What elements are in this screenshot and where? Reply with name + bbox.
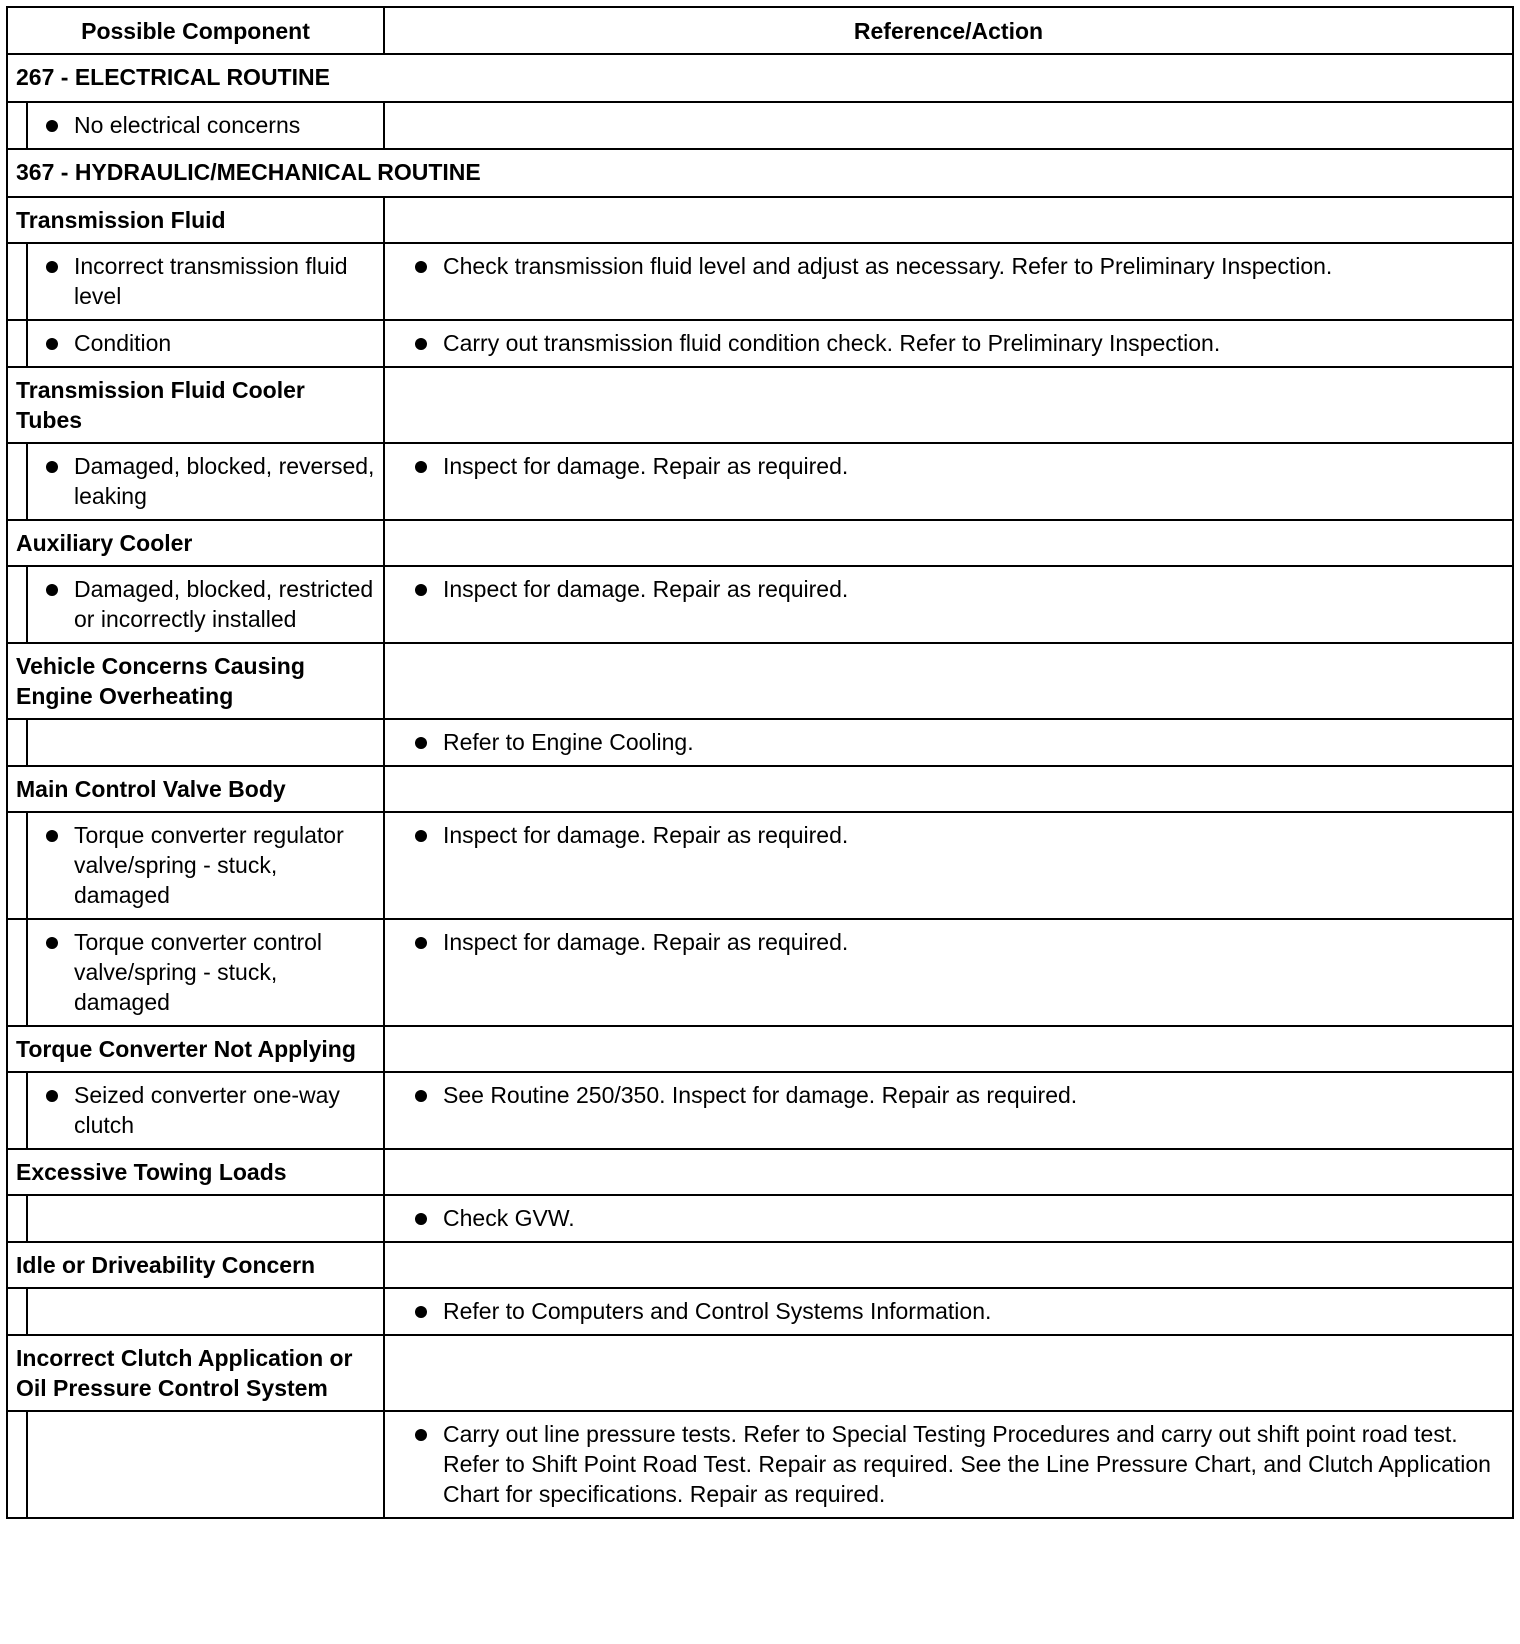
indent-gutter-cell: [7, 1411, 27, 1518]
indent-gutter-cell: [7, 320, 27, 367]
component-text: Incorrect transmission fluid level: [36, 251, 375, 311]
reference-text: Inspect for damage. Repair as required.: [393, 574, 1504, 604]
item-row: [7, 1411, 1513, 1518]
reference-text: Check transmission fluid level and adjust as necessary. Refer to Preliminary Inspection.: [393, 251, 1504, 281]
indent-gutter-cell: [7, 812, 27, 919]
item-row: [7, 1072, 1513, 1149]
group-title: Vehicle Concerns Causing Engine Overheating: [7, 643, 384, 719]
item-row: [7, 320, 1513, 367]
component-cell: [27, 443, 384, 520]
component-cell: [27, 566, 384, 643]
indent-gutter-cell: [7, 719, 27, 766]
group-reference-cell: [384, 766, 1513, 812]
reference-text: Inspect for damage. Repair as required.: [393, 927, 1504, 957]
reference-text: Refer to Engine Cooling.: [393, 727, 1504, 757]
group-reference-cell: [384, 367, 1513, 443]
reference-cell: [384, 320, 1513, 367]
component-text: No electrical concerns: [36, 110, 375, 140]
group-row: [7, 197, 1513, 243]
reference-cell: [384, 1411, 1513, 1518]
group-reference-cell: [384, 1149, 1513, 1195]
section-title: 267 - ELECTRICAL ROUTINE: [7, 54, 1513, 102]
indent-gutter-cell: [7, 1288, 27, 1335]
reference-cell: [384, 243, 1513, 320]
group-row: [7, 643, 1513, 719]
item-row: [7, 566, 1513, 643]
header-reference-action: Reference/Action: [384, 7, 1513, 54]
group-row: [7, 766, 1513, 812]
component-cell: [27, 320, 384, 367]
group-title: Torque Converter Not Applying: [7, 1026, 384, 1072]
indent-gutter-cell: [7, 443, 27, 520]
component-cell: [27, 1411, 384, 1518]
component-cell: [27, 243, 384, 320]
component-cell: [27, 812, 384, 919]
reference-cell: [384, 1288, 1513, 1335]
reference-text: Check GVW.: [393, 1203, 1504, 1233]
group-reference-cell: [384, 1242, 1513, 1288]
section-row: [7, 149, 1513, 197]
indent-gutter-cell: [7, 243, 27, 320]
header-possible-component: Possible Component: [7, 7, 384, 54]
reference-text: Carry out line pressure tests. Refer to Special Testing Procedures and carry out shift point road test. Refer to Shift Point Road Test. Repair as required. See the Line Pressure Chart, and Clutch Application Chart for specifications. Repair as required.: [393, 1419, 1504, 1509]
item-row: [7, 243, 1513, 320]
group-reference-cell: [384, 1335, 1513, 1411]
group-row: [7, 367, 1513, 443]
component-text: Torque converter regulator valve/spring - stuck, damaged: [36, 820, 375, 910]
indent-gutter-cell: [7, 1195, 27, 1242]
reference-cell: [384, 566, 1513, 643]
reference-cell: [384, 1195, 1513, 1242]
reference-cell: [384, 102, 1513, 149]
table-body: [7, 54, 1513, 1518]
group-title: Transmission Fluid Cooler Tubes: [7, 367, 384, 443]
group-row: [7, 1149, 1513, 1195]
component-cell: [27, 919, 384, 1026]
reference-cell: [384, 443, 1513, 520]
item-row: [7, 102, 1513, 149]
diagnostic-table: [6, 6, 1514, 1519]
reference-text: Carry out transmission fluid condition check. Refer to Preliminary Inspection.: [393, 328, 1504, 358]
reference-text: Refer to Computers and Control Systems Information.: [393, 1296, 1504, 1326]
component-cell: [27, 102, 384, 149]
diagnostic-table-container: [6, 6, 1514, 1519]
reference-cell: [384, 1072, 1513, 1149]
reference-cell: [384, 812, 1513, 919]
component-text: Condition: [36, 328, 375, 358]
section-row: [7, 54, 1513, 102]
reference-text: Inspect for damage. Repair as required.: [393, 820, 1504, 850]
group-row: [7, 520, 1513, 566]
group-title: Excessive Towing Loads: [7, 1149, 384, 1195]
indent-gutter-cell: [7, 566, 27, 643]
item-row: [7, 1288, 1513, 1335]
component-text: Torque converter control valve/spring - stuck, damaged: [36, 927, 375, 1017]
header-row: [7, 7, 1513, 54]
item-row: [7, 812, 1513, 919]
item-row: [7, 1195, 1513, 1242]
reference-cell: [384, 719, 1513, 766]
group-reference-cell: [384, 520, 1513, 566]
group-row: [7, 1026, 1513, 1072]
item-row: [7, 443, 1513, 520]
group-title: Main Control Valve Body: [7, 766, 384, 812]
component-cell: [27, 719, 384, 766]
group-reference-cell: [384, 1026, 1513, 1072]
component-cell: [27, 1288, 384, 1335]
component-text: Damaged, blocked, reversed, leaking: [36, 451, 375, 511]
item-row: [7, 919, 1513, 1026]
reference-text: Inspect for damage. Repair as required.: [393, 451, 1504, 481]
component-cell: [27, 1195, 384, 1242]
reference-cell: [384, 919, 1513, 1026]
section-title: 367 - HYDRAULIC/MECHANICAL ROUTINE: [7, 149, 1513, 197]
group-row: [7, 1242, 1513, 1288]
group-row: [7, 1335, 1513, 1411]
group-reference-cell: [384, 643, 1513, 719]
component-text: Seized converter one-way clutch: [36, 1080, 375, 1140]
group-title: Transmission Fluid: [7, 197, 384, 243]
item-row: [7, 719, 1513, 766]
indent-gutter-cell: [7, 1072, 27, 1149]
indent-gutter-cell: [7, 919, 27, 1026]
component-cell: [27, 1072, 384, 1149]
reference-text: See Routine 250/350. Inspect for damage. Repair as required.: [393, 1080, 1504, 1110]
indent-gutter-cell: [7, 102, 27, 149]
group-reference-cell: [384, 197, 1513, 243]
group-title: Auxiliary Cooler: [7, 520, 384, 566]
group-title: Incorrect Clutch Application or Oil Pressure Control System: [7, 1335, 384, 1411]
component-text: Damaged, blocked, restricted or incorrectly installed: [36, 574, 375, 634]
group-title: Idle or Driveability Concern: [7, 1242, 384, 1288]
